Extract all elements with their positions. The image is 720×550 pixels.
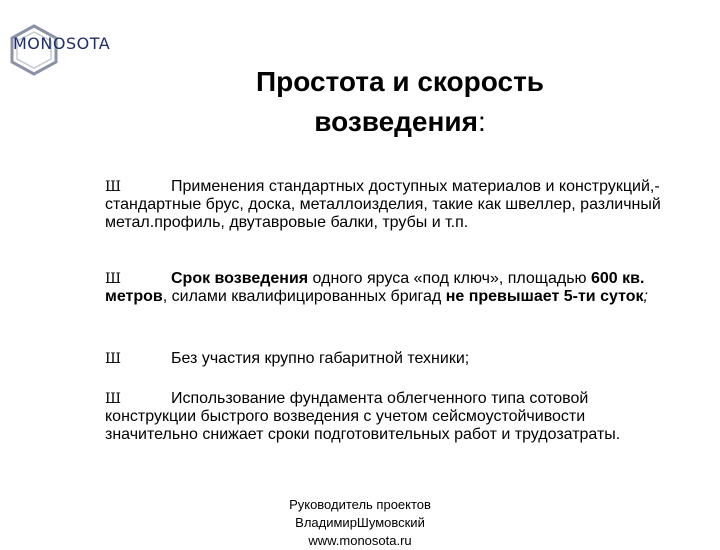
bullet-bold-area: 600 кв. метров (105, 270, 645, 305)
bullet-text: Без участия крупно габаритной техники; (171, 350, 470, 367)
footer-role: Руководитель проектов (289, 497, 431, 512)
title-colon: : (477, 106, 486, 137)
footer-name: ВладимирШумовский (295, 515, 425, 530)
bullet-marker: Ш (105, 391, 121, 407)
bullet-text: одного яруса «под ключ», площадью (308, 270, 591, 287)
footer-website-link[interactable]: www.monosota.ru (308, 533, 412, 548)
title-line-2 (200, 102, 600, 142)
bullet-item-construction-time (105, 270, 665, 306)
bullet-bold-limit: не превышает 5-ти суток (445, 288, 644, 305)
title-line-1: Простота и скорость (256, 66, 544, 97)
footer-contact (250, 496, 470, 550)
page-title (200, 62, 600, 142)
bullet-marker: Ш (105, 271, 121, 287)
bullet-text: ; (643, 288, 648, 305)
bullet-text: Использование фундамента облегченного типа сотовой конструкции быстрого возведения с учетом сейсмоустойчивости значительно снижает сроки подготовительных работ и трудозатраты. (105, 390, 621, 443)
bullet-marker: Ш (105, 179, 121, 195)
bullet-marker: Ш (105, 351, 121, 367)
bullet-item-foundation (105, 390, 665, 444)
logo-text: MONOSOTA (13, 34, 111, 53)
bullet-text: , силами квалифицированных бригад (162, 288, 446, 305)
bullet-bold-term: Срок возведения (171, 270, 309, 287)
bullet-text: Применения стандартных доступных материалов и конструкций,- стандартные брус, доска, металлоизделия, такие как швеллер, различный метал.профиль, двутавровые балки, трубы и т.п. (105, 178, 661, 231)
bullet-item-materials (105, 178, 665, 232)
title-line-2-main: возведения (314, 106, 478, 137)
bullet-item-no-heavy-machinery (105, 350, 665, 368)
